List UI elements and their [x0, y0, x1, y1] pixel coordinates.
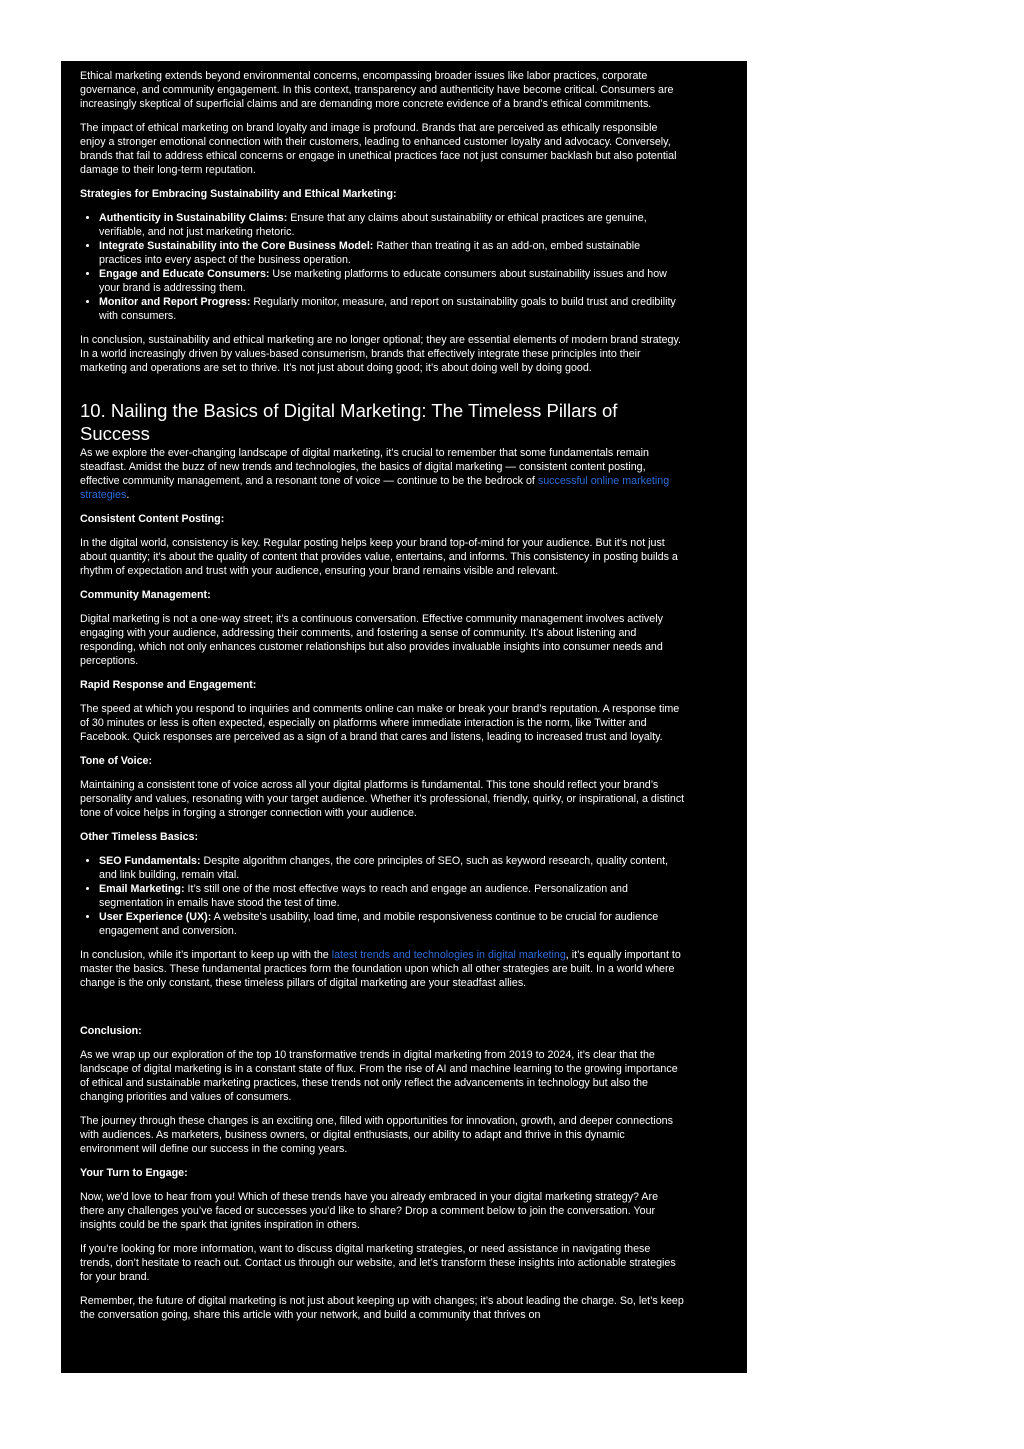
- list-item-label: Monitor and Report Progress:: [99, 296, 251, 308]
- list-item-text: A website’s usability, load time, and mobile responsiveness continue to be crucial for audience engagement and conversion.: [99, 911, 659, 937]
- section-10-intro: As we explore the ever-changing landscape of digital marketing, it’s crucial to remember that some fundamentals remain steadfast. Amidst the buzz of new trends and technologies, the basics of digital marketing — consistent content posting, effective community management, and a resonant tone of voice — continue to be the bedrock of successful online marketing strategies.: [80, 447, 670, 501]
- conclusion-paragraph-1: As we wrap up our exploration of the top 10 transformative trends in digital marketing from 2019 to 2024, it’s clear that the landscape of digital marketing is in a constant state of flux. From the rise of AI and machine learning to the growing importance of ethical and sustainable marketing practices, these trends not only reflect the advancements in technology but also the changing priorities and values of consumers.: [80, 1049, 678, 1103]
- conclusion-heading: Conclusion:: [80, 1025, 142, 1037]
- ethics-paragraph-1: Ethical marketing extends beyond environmental concerns, encompassing broader issues like labor practices, corporate governance, and community engagement. In this context, transparency and authenticity have become critical. Consumers are increasingly skeptical of superficial claims and are demanding more concrete evidence of a brand’s ethical commitments.: [80, 70, 674, 110]
- tone-of-voice-paragraph: Maintaining a consistent tone of voice across all your digital platforms is fundamental. This tone should reflect your brand’s personality and values, resonating with your target audience. Whether it’s professional, friendly, quirky, or inspirational, a distinct tone of voice helps in forging a stronger connection with your audience.: [80, 779, 685, 819]
- section-10-conclusion: In conclusion, while it’s important to keep up with the latest trends and technologies in digital marketing, it’s equally important to master the basics. These fundamental practices form the foundation upon which all other strategies are built. In a world where change is the only constant, these timeless pillars of digital marketing are your steadfast allies.: [80, 949, 681, 989]
- ethics-conclusion: In conclusion, sustainability and ethical marketing are no longer optional; they are essential elements of modern brand strategy. In a world increasingly driven by values-based consumerism, brands that effectively integrate these principles into their marketing and operations are set to thrive. It’s not just about doing good; it’s about doing well by doing good.: [80, 334, 682, 374]
- strategies-list: [80, 211, 685, 323]
- strategies-heading: Strategies for Embracing Sustainability and Ethical Marketing:: [80, 188, 397, 200]
- engage-paragraph: Now, we’d love to hear from you! Which of these trends have you already embraced in your digital marketing strategy? Are there any challenges you’ve faced or successes you’d like to share? Drop a comment below to join the conversation. Your insights could be the spark that ignites inspiration in others.: [80, 1191, 659, 1231]
- list-item-text: Regularly monitor, measure, and report on sustainability goals to build trust and credibility with consumers.: [99, 296, 676, 322]
- successful-strategies-link[interactable]: successful online marketing strategies: [80, 475, 670, 501]
- list-item: [99, 910, 685, 938]
- list-item-label: Engage and Educate Consumers:: [99, 268, 270, 280]
- list-item: [99, 239, 685, 267]
- list-item-label: SEO Fundamentals:: [99, 855, 201, 867]
- article-page: [61, 61, 747, 1373]
- list-item-label: User Experience (UX):: [99, 911, 212, 923]
- community-management-heading: Community Management:: [80, 589, 211, 601]
- list-item-text: Ensure that any claims about sustainability or ethical practices are genuine, verifiable, and not just marketing rhetoric.: [99, 212, 647, 238]
- list-item: [99, 882, 685, 910]
- tone-of-voice-heading: Tone of Voice:: [80, 755, 153, 767]
- list-item: [99, 295, 685, 323]
- list-item-text: Despite algorithm changes, the core principles of SEO, such as keyword research, quality content, and link building, remain vital.: [99, 855, 669, 881]
- closing-paragraph: Remember, the future of digital marketing is not just about keeping up with changes; it’s about leading the charge. So, let’s keep the conversation going, share this article with your network, and build a community that thrives on: [80, 1295, 684, 1321]
- section-10-heading: 10. Nailing the Basics of Digital Marketing: The Timeless Pillars of Success: [80, 400, 618, 444]
- rapid-response-paragraph: The speed at which you respond to inquiries and comments online can make or break your brand’s reputation. A response time of 30 minutes or less is often expected, especially on platforms where immediate interaction is the norm, like Twitter and Facebook. Quick responses are perceived as a sign of a brand that cares and listens, leading to increased trust and loyalty.: [80, 703, 680, 743]
- list-item-text: It’s still one of the most effective ways to reach and engage an audience. Personalization and segmentation in emails have stood the test of time.: [99, 883, 628, 909]
- list-item: [99, 267, 685, 295]
- rapid-response-heading: Rapid Response and Engagement:: [80, 679, 257, 691]
- list-item-text: Use marketing platforms to educate consumers about sustainability issues and how your brand is addressing them.: [99, 268, 667, 294]
- other-basics-heading: Other Timeless Basics:: [80, 831, 199, 843]
- engage-heading: Your Turn to Engage:: [80, 1167, 188, 1179]
- list-item-label: Integrate Sustainability into the Core Business Model:: [99, 240, 374, 252]
- list-item: [99, 854, 685, 882]
- basics-list: [80, 854, 685, 938]
- community-management-paragraph: Digital marketing is not a one-way street; it’s a continuous conversation. Effective community management involves actively engaging with your audience, addressing their comments, and fostering a sense of community. It’s about listening and responding, which not only enhances customer relationships but also provides invaluable insights into consumer needs and perceptions.: [80, 613, 663, 667]
- list-item-text: Rather than treating it as an add-on, embed sustainable practices into every aspect of the business operation.: [99, 240, 641, 266]
- ethics-paragraph-2: The impact of ethical marketing on brand loyalty and image is profound. Brands that are perceived as ethically responsible enjoy a stronger emotional connection with their customers, leading to enhanced customer loyalty and advocacy. Conversely, brands that fail to address ethical concerns or engage in unethical practices face not just consumer backlash but also potential damage to their long-term reputation.: [80, 122, 677, 176]
- contact-paragraph: If you’re looking for more information, want to discuss digital marketing strategies, or need assistance in navigating these trends, don’t hesitate to reach out. Contact us through our website, and let’s transform these insights into actionable strategies for your brand.: [80, 1243, 676, 1283]
- list-item: [99, 211, 685, 239]
- content-posting-heading: Consistent Content Posting:: [80, 513, 225, 525]
- conclusion-paragraph-2: The journey through these changes is an exciting one, filled with opportunities for innovation, growth, and deeper connections with audiences. As marketers, business owners, or digital enthusiasts, our ability to adapt and thrive in this dynamic environment will define our success in the coming years.: [80, 1115, 673, 1155]
- content-posting-paragraph: In the digital world, consistency is key. Regular posting helps keep your brand top-of-mind for your audience. But it’s not just about quantity; it’s about the quality of content that provides value, entertains, and informs. This consistency in posting builds a rhythm of expectation and trust with your audience, ensuring your brand remains visible and relevant.: [80, 537, 678, 577]
- list-item-label: Authenticity in Sustainability Claims:: [99, 212, 288, 224]
- list-item-label: Email Marketing:: [99, 883, 185, 895]
- latest-trends-link[interactable]: latest trends and technologies in digital marketing: [331, 949, 566, 961]
